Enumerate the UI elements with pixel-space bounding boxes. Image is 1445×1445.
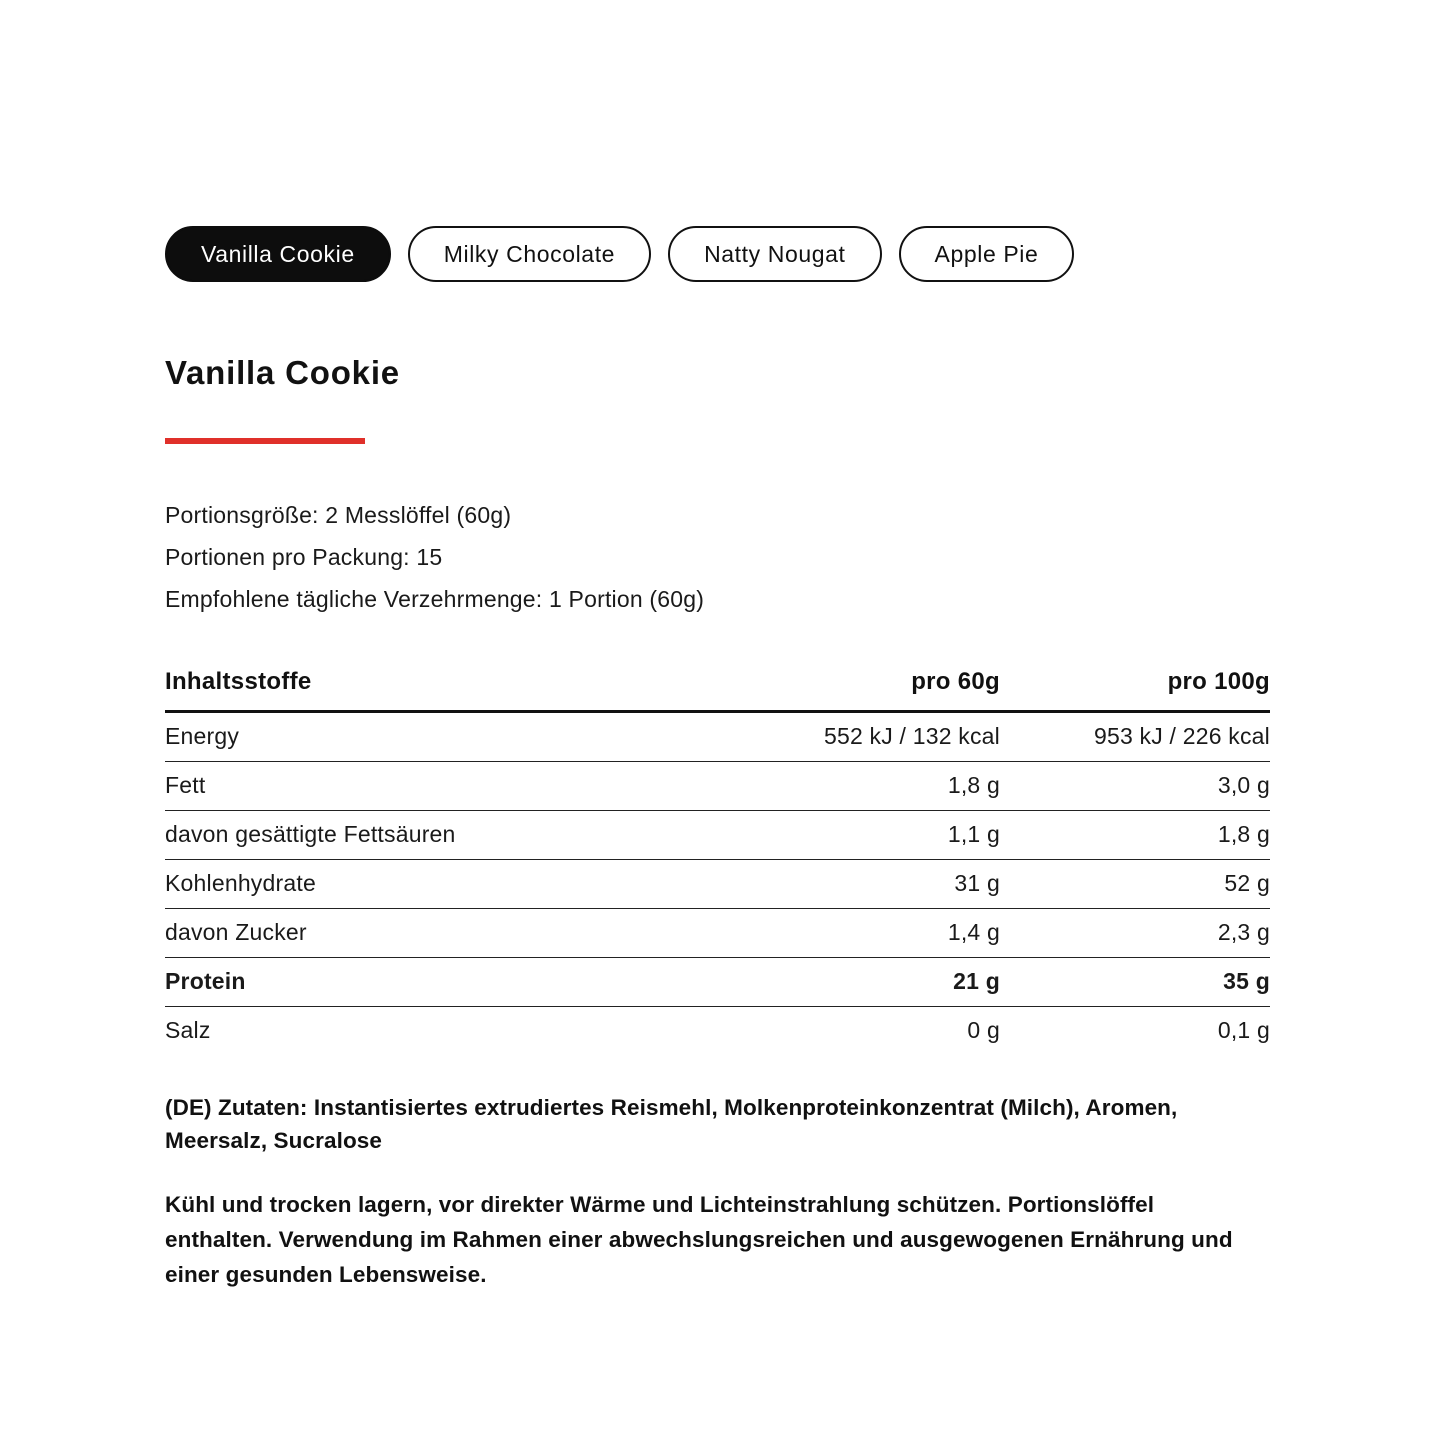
row-label: davon gesättigte Fettsäuren — [165, 811, 725, 860]
ingredients-text: (DE) Zutaten: Instantisiertes extrudiertes Reismehl, Molkenproteinkonzentrat (Milch), Aromen, Meersalz, Sucralose — [165, 1095, 1178, 1154]
recommended-daily-text: Empfohlene tägliche Verzehrmenge: 1 Portion (60g) — [165, 586, 705, 613]
header-per-60g: pro 60g — [725, 668, 1000, 712]
table-row — [165, 860, 1270, 909]
serving-info — [165, 494, 1275, 620]
header-per-100g: pro 100g — [1000, 668, 1270, 712]
table-row — [165, 1007, 1270, 1056]
servings-per-pack-text: Portionen pro Packung: 15 — [165, 544, 443, 571]
row-label: Salz — [165, 1017, 211, 1044]
row-value-60g: 21 g — [725, 958, 1000, 1007]
row-value-100g: 3,0 g — [1000, 762, 1270, 811]
row-value-60g: 1,8 g — [725, 762, 1000, 811]
table-row — [165, 958, 1270, 1007]
row-value-100g: 1,8 g — [1000, 811, 1270, 860]
row-value-60g: 31 g — [725, 860, 1000, 909]
row-label: Energy — [165, 712, 725, 762]
row-label: Fett — [165, 762, 725, 811]
table-header-row — [165, 668, 1270, 712]
content-wrapper — [165, 226, 1275, 1292]
row-value-60g: 1,4 g — [725, 909, 1000, 958]
nutrition-table — [165, 668, 1270, 1055]
row-value-100g: 953 kJ / 226 kcal — [1000, 712, 1270, 762]
row-value-100g: 0,1 g — [1217, 1017, 1270, 1044]
row-value-100g: 2,3 g — [1000, 909, 1270, 958]
row-value-60g: 0 g — [967, 1017, 1000, 1044]
row-value-60g: 552 kJ / 132 kcal — [725, 712, 1000, 762]
row-value-100g: 35 g — [1000, 958, 1270, 1007]
row-value-60g: 1,1 g — [725, 811, 1000, 860]
row-label: davon Zucker — [165, 909, 725, 958]
table-row — [165, 811, 1270, 860]
table-row — [165, 712, 1270, 762]
nutrition-table-head — [165, 668, 1270, 712]
nutrition-table-body — [165, 712, 1270, 1056]
table-row — [165, 762, 1270, 811]
tab-milky-chocolate[interactable]: Milky Chocolate — [408, 226, 651, 282]
tab-vanilla-cookie[interactable]: Vanilla Cookie — [165, 226, 391, 282]
accent-divider — [165, 438, 365, 444]
table-row — [165, 909, 1270, 958]
storage-instructions-text: Kühl und trocken lagern, vor direkter Wärme und Lichteinstrahlung schützen. Portionslöffel enthalten. Verwendung im Rahmen einer abwechslungsreichen und ausgewogenen Ernährung und einer gesunden Lebensweise. — [165, 1192, 1233, 1288]
header-ingredients: Inhaltsstoffe — [165, 668, 725, 712]
row-label: Protein — [165, 958, 725, 1007]
tab-natty-nougat[interactable]: Natty Nougat — [668, 226, 881, 282]
portion-size-text: Portionsgröße: 2 Messlöffel (60g) — [165, 502, 512, 529]
tab-apple-pie[interactable]: Apple Pie — [899, 226, 1075, 282]
row-label: Kohlenhydrate — [165, 860, 725, 909]
page-title: Vanilla Cookie — [165, 354, 400, 391]
flavour-tab-list — [165, 226, 1275, 282]
row-value-100g: 52 g — [1000, 860, 1270, 909]
